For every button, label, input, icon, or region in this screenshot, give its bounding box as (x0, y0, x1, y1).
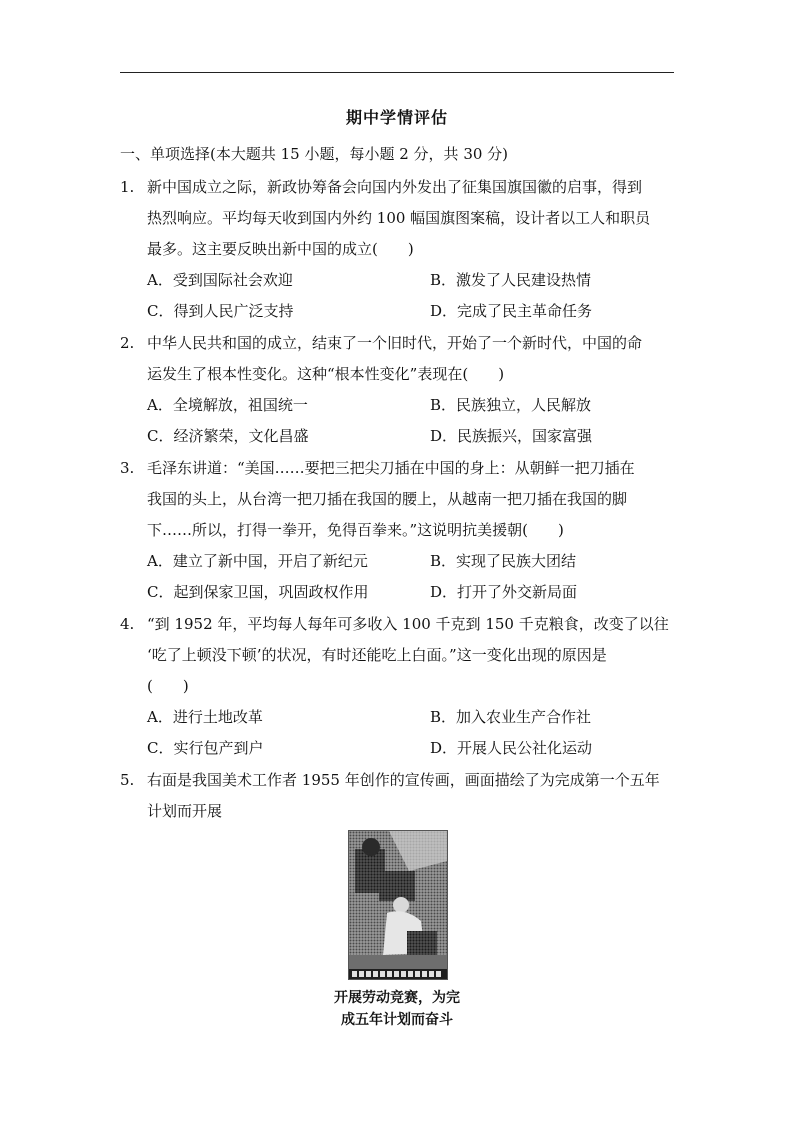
question-3-option-a[interactable]: A．建立了新中国，开启了新纪元 (147, 552, 368, 570)
question-4-option-a[interactable]: A．进行土地改革 (147, 708, 263, 726)
propaganda-poster-image (348, 830, 448, 980)
question-4-option-d[interactable]: D．开展人民公社化运动 (430, 739, 593, 757)
question-1-option-d[interactable]: D．完成了民主革命任务 (430, 302, 593, 320)
question-2-option-c[interactable]: C．经济繁荣，文化昌盛 (147, 427, 309, 445)
question-1-option-c[interactable]: C．得到人民广泛支持 (147, 302, 294, 320)
poster-illustration (349, 831, 447, 979)
question-4-option-b[interactable]: B．加入农业生产合作社 (430, 708, 592, 726)
question-1-line-3: 最多。这主要反映出新中国的成立( ) (147, 240, 414, 258)
question-2-line-2: 运发生了根本性变化。这种“根本性变化”表现在( ) (147, 365, 505, 383)
section-heading: 一、单项选择(本大题共 15 小题，每小题 2 分，共 30 分) (120, 145, 509, 163)
question-1-option-b[interactable]: B．激发了人民建设热情 (430, 271, 592, 289)
question-5-number: 5. (120, 771, 135, 789)
figure-caption-line-1: 开展劳动竞赛，为完 (334, 990, 460, 1006)
question-3-line-2: 我国的头上，从台湾一把刀插在我国的腰上，从越南一把刀插在我国的脚 (147, 490, 628, 508)
question-1-number: 1. (120, 178, 135, 196)
question-4-option-c[interactable]: C．实行包产到户 (147, 739, 264, 757)
question-4-number: 4. (120, 615, 135, 633)
question-3-line-1: 毛泽东讲道：“美国……要把三把尖刀插在中国的身上：从朝鲜一把刀插在 (147, 459, 635, 477)
question-3-line-3: 下……所以，打得一拳开，免得百拳来。”这说明抗美援朝( ) (147, 521, 564, 539)
question-1-option-a[interactable]: A．受到国际社会欢迎 (147, 271, 293, 289)
question-3-number: 3. (120, 459, 135, 477)
question-3-option-b[interactable]: B．实现了民族大团结 (430, 552, 577, 570)
question-3-option-d[interactable]: D．打开了外交新局面 (430, 583, 578, 601)
question-2-number: 2. (120, 334, 135, 352)
question-2-option-b[interactable]: B．民族独立，人民解放 (430, 396, 592, 414)
question-4-line-1: “到 1952 年，平均每人每年可多收入 100 千克到 150 千克粮食，改变了以往 (147, 615, 669, 633)
question-1-line-1: 新中国成立之际，新政协筹备会向国内外发出了征集国旗国徽的启事，得到 (147, 178, 643, 196)
question-3-option-c[interactable]: C．起到保家卫国，巩固政权作用 (147, 583, 369, 601)
question-1-line-2: 热烈响应。平均每天收到国内外约 100 幅国旗图案稿，设计者以工人和职员 (147, 209, 651, 227)
question-2-line-1: 中华人民共和国的成立，结束了一个旧时代，开始了一个新时代，中国的命 (147, 334, 643, 352)
page-title: 期中学情评估 (345, 108, 448, 127)
question-5-line-2: 计划而开展 (147, 802, 223, 820)
question-4-line-2: ‘吃了上顿没下顿’的状况，有时还能吃上白面。”这一变化出现的原因是 (147, 646, 607, 664)
header-rule (120, 72, 674, 73)
question-2-option-a[interactable]: A．全境解放，祖国统一 (147, 396, 308, 414)
question-5-line-1: 右面是我国美术工作者 1955 年创作的宣传画，画面描绘了为完成第一个五年 (147, 771, 660, 789)
question-2-option-d[interactable]: D．民族振兴，国家富强 (430, 427, 593, 445)
figure-caption-line-2: 成五年计划而奋斗 (341, 1012, 453, 1028)
question-4-line-3: ( ) (147, 677, 189, 695)
